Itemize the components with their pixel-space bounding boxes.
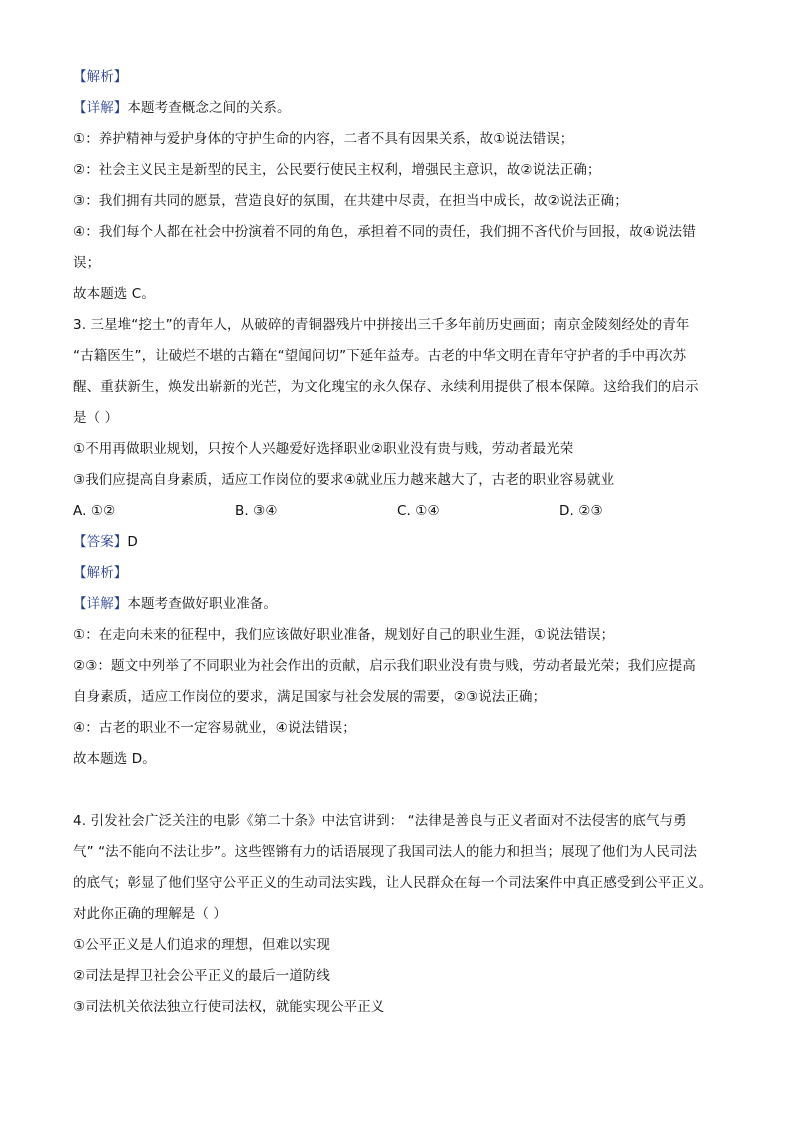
question-4-statement: ②司法是捍卫社会公平正义的最后一道防线 — [73, 968, 331, 984]
detail-line — [73, 93, 733, 124]
question-4-stem-line: 4. 引发社会广泛关注的电影《第二十条》中法官讲到： “法律是善良与正义者面对不法侵害的底气与勇 — [73, 813, 687, 829]
explanation-line: ①：在走向未来的征程中，我们应该做好职业准备，规划好自己的职业生涯，①说法错误； — [73, 627, 615, 643]
conclusion-line: 故本题选 D。 — [73, 751, 156, 767]
question-3-statement: ③我们应提高自身素质，适应工作岗位的要求④就业压力越来越大了，古老的职业容易就业 — [73, 472, 615, 488]
question-3-options — [73, 496, 733, 527]
question-3-stem-line: 醒、重获新生，焕发出崭新的光芒，为文化瑰宝的永久保存、永续利用提供了根本保障。这给我们的启示 — [73, 379, 699, 395]
explanation-line: ③：我们拥有共同的愿景，营造良好的氛围，在共建中尽责，在担当中成长，故②说法正确； — [73, 193, 628, 209]
question-4-stem-line: 气” “法不能向不法让步”。这些铿锵有力的话语展现了我国司法人的能力和担当；展现了他们为人民司法 — [73, 844, 698, 860]
explanation-line: ④：古老的职业不一定容易就业，④说法错误； — [73, 720, 356, 736]
question-4-stem-line: 的底气；彰显了他们坚守公平正义的生动司法实践，让人民群众在每一个司法案件中真正感受到公平正义。 — [73, 875, 713, 891]
explanation-line: ④：我们每个人都在社会中扮演着不同的角色，承担着不同的责任，我们拥不吝代价与回报，故④说法错 — [73, 224, 696, 240]
detail-line — [73, 589, 733, 620]
conclusion-line: 故本题选 C。 — [73, 286, 155, 302]
answer-line — [73, 527, 733, 558]
detail-text: 本题考查做好职业准备。 — [127, 596, 278, 612]
analysis-label: 【解析】 — [73, 69, 128, 85]
detail-label: 【详解】 — [73, 596, 128, 612]
question-3-stem-line: “古籍医生”，让破烂不堪的古籍在“望闻问切”下延年益寿。古老的中华文明在青年守护者的手中再次苏 — [73, 348, 687, 364]
question-3-statement: ①不用再做职业规划，只按个人兴趣爱好选择职业②职业没有贵与贱，劳动者最光荣 — [73, 441, 574, 457]
explanation-line: 自身素质，适应工作岗位的要求，满足国家与社会发展的需要，②③说法正确； — [73, 689, 547, 705]
question-4-statement: ①公平正义是人们追求的理想，但难以实现 — [73, 937, 331, 953]
option-d: D. ②③ — [559, 503, 603, 519]
option-b: B. ③④ — [235, 503, 278, 519]
option-a: A. ①② — [73, 503, 116, 519]
answer-label: 【答案】 — [73, 534, 128, 550]
question-3-stem-line: 是（ ） — [73, 410, 119, 426]
answer-value: D — [127, 534, 138, 550]
explanation-line: 误； — [73, 255, 101, 271]
question-3-stem-line: 3. 三星堆“挖土”的青年人，从破碎的青铜器残片中拼接出三千多年前历史画面；南京金陵刻经处的青年 — [73, 317, 690, 333]
explanation-line: ②：社会主义民主是新型的民主，公民要行使民主权利，增强民主意识，故②说法正确； — [73, 162, 601, 178]
question-4-statement: ③司法机关依法独立行使司法权，就能实现公平正义 — [73, 999, 385, 1015]
option-c: C. ①④ — [397, 503, 440, 519]
spacer — [73, 775, 733, 806]
detail-text: 本题考查概念之间的关系。 — [127, 100, 291, 116]
explanation-line: ①：养护精神与爱护身体的守护生命的内容，二者不具有因果关系，故①说法错误； — [73, 131, 574, 147]
document-page — [73, 62, 733, 1023]
detail-label: 【详解】 — [73, 100, 128, 116]
question-4-stem-line: 对此你正确的理解是（ ） — [73, 906, 227, 922]
analysis-label: 【解析】 — [73, 565, 128, 581]
explanation-line: ②③：题文中列举了不同职业为社会作出的贡献，启示我们职业没有贵与贱，劳动者最光荣；我们应提高 — [73, 658, 696, 674]
